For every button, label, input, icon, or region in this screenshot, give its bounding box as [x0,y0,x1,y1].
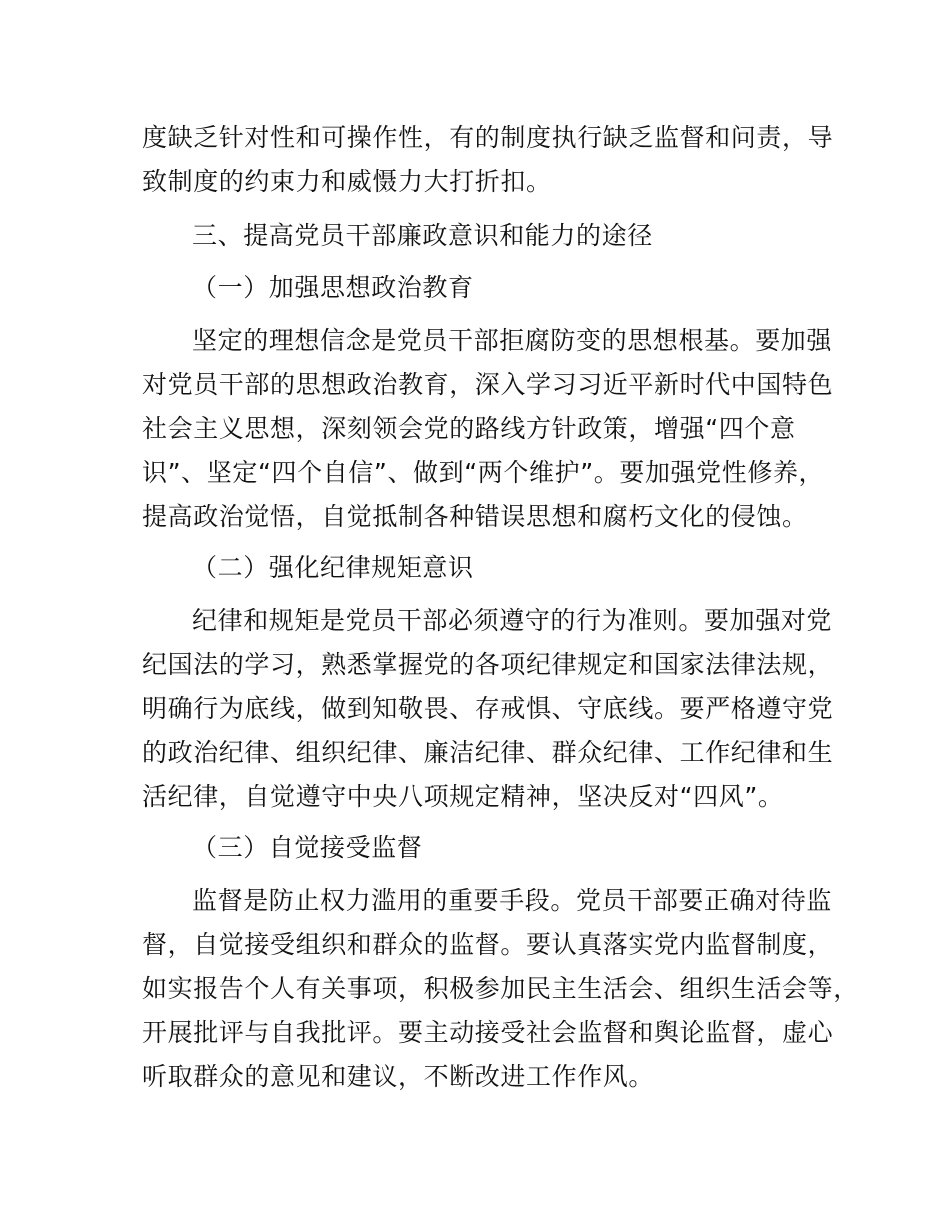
paragraph-line: 督，自觉接受组织和群众的监督。要认真落实党内监督制度， [142,930,834,959]
paragraph-line: 纪国法的学习，熟悉掌握党的各项纪律规定和国家法律法规， [142,650,834,679]
section-heading: 三、提高党员干部廉政意识和能力的途径 [192,221,653,250]
paragraph-line: 坚定的理想信念是党员干部拒腐防变的思想根基。要加强 [192,326,833,355]
paragraph-line: 对党员干部的思想政治教育，深入学习习近平新时代中国特色 [142,370,834,399]
paragraph-line: 监督是防止权力滥用的重要手段。党员干部要正确对待监 [192,886,833,915]
paragraph-line: 识”、坚定“四个自信”、做到“两个维护”。要加强党性修养， [142,458,825,487]
paragraph-line: 提高政治觉悟，自觉抵制各种错误思想和腐朽文化的侵蚀。 [142,502,808,531]
paragraph-line: 开展批评与自我批评。要主动接受社会监督和舆论监督，虚心 [142,1018,834,1047]
paragraph-line: 度缺乏针对性和可操作性，有的制度执行缺乏监督和问责，导 [142,123,834,152]
paragraph-line: 纪律和规矩是党员干部必须遵守的行为准则。要加强对党 [192,606,833,635]
paragraph-line: 社会主义思想，深刻领会党的路线方针政策，增强“四个意 [142,414,796,443]
subsection-heading: （三）自觉接受监督 [192,833,423,862]
paragraph-line: 活纪律，自觉遵守中央八项规定精神，坚决反对“四风”。 [142,782,784,811]
subsection-heading: （一）加强思想政治教育 [192,273,474,302]
paragraph-line: 明确行为底线，做到知敬畏、存戒惧、守底线。要严格遵守党 [142,694,834,723]
paragraph-line: 致制度的约束力和威慑力大打折扣。 [142,167,552,196]
paragraph-line: 如实报告个人有关事项，积极参加民主生活会、组织生活会等， [142,974,859,1003]
paragraph-line: 听取群众的意见和建议，不断改进工作作风。 [142,1062,655,1091]
subsection-heading: （二）强化纪律规矩意识 [192,553,474,582]
paragraph-line: 的政治纪律、组织纪律、廉洁纪律、群众纪律、工作纪律和生 [142,738,834,767]
